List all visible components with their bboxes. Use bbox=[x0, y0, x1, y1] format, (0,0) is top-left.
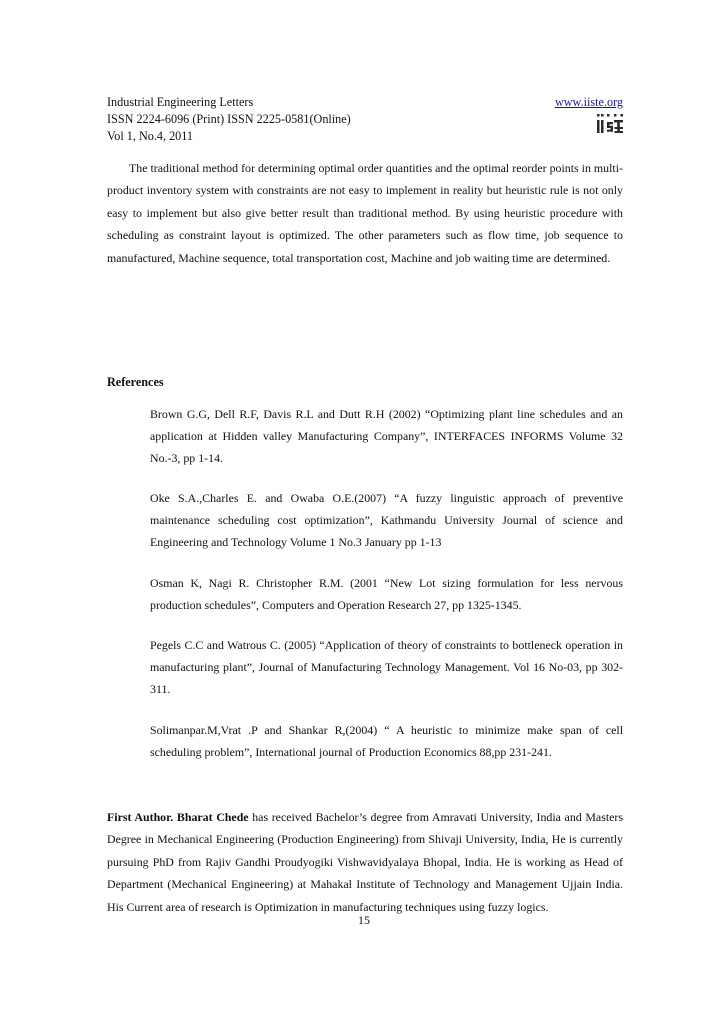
journal-website-link[interactable]: www.iiste.org bbox=[554, 95, 623, 109]
author-name: First Author. Bharat Chede bbox=[107, 810, 249, 824]
intro-paragraph: The traditional method for determining optimal order quantities and the optimal reorder points in multi-product inventory system with constraints are not easy to implement in reality but heuristic rule is not only easy to implement but also give better result than traditional method. By using heuristic procedure with scheduling as constraint layout is optimized. The other parameters such as flow time, job sequence to manufactured, Machine sequence, total transportation cost, Machine and job waiting time are determined. bbox=[107, 161, 623, 265]
journal-issn: ISSN 2224-6096 (Print) ISSN 2225-0581(Online) bbox=[107, 112, 351, 126]
reference-item: Brown G.G, Dell R.F, Davis R.L and Dutt R.H (2002) “Optimizing plant line schedules and an application at Hidden valley Manufacturing Company”, INTERFACES INFORMS Volume 32 No.-3, pp 1-14. bbox=[150, 407, 623, 465]
journal-title: Industrial Engineering Letters bbox=[107, 95, 254, 109]
journal-volume: Vol 1, No.4, 2011 bbox=[107, 129, 193, 143]
references-heading: References bbox=[107, 375, 164, 389]
reference-item: Oke S.A.,Charles E. and Owaba O.E.(2007) “A fuzzy linguistic approach of preventive maintenance scheduling cost optimization”, Kathmandu University Journal of science and Engineering and Technology Volume 1 No.3 January pp 1-13 bbox=[150, 491, 623, 549]
references-list bbox=[150, 404, 623, 782]
journal-header bbox=[107, 94, 623, 145]
author-bio-text: has received Bachelor’s degree from Amravati University, India and Masters Degree in Mechanical Engineering (Production Engineering) from Shivaji University, India, He is currently pursuing PhD from Rajiv Gandhi Proudyogiki Vishwavidyalaya Bhopal, India. He is working as Head of Department (Mechanical Engineering) at Mahakal Institute of Technology and Management Ujjain India. His Current area of research is Optimization in manufacturing techniques using fuzzy logics. bbox=[107, 810, 623, 914]
page-number: 15 bbox=[358, 913, 370, 927]
reference-item: Solimanpar.M,Vrat .P and Shankar R,(2004) “ A heuristic to minimize make span of cell scheduling problem”, International journal of Production Economics 88,pp 231-241. bbox=[150, 722, 623, 759]
author-biography bbox=[107, 806, 623, 918]
reference-item: Pegels C.C and Watrous C. (2005) “Application of theory of constraints to bottleneck operation in manufacturing plant”, Journal of Manufacturing Technology Management. Vol 16 No-03, pp 302-311. bbox=[150, 638, 623, 696]
iiste-logo bbox=[597, 114, 623, 140]
reference-item: Osman K, Nagi R. Christopher R.M. (2001 “New Lot sizing formulation for less nervous production schedules”, Computers and Operation Research 27, pp 1325-1345. bbox=[150, 575, 623, 612]
